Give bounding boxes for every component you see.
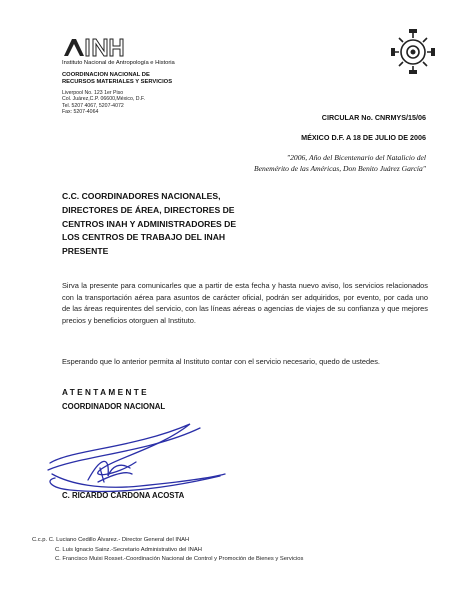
department-name: COORDINACION NACIONAL DE RECURSOS MATERIALES Y SERVICIOS [62, 72, 173, 85]
letterhead-address: Liverpool No. 123 1er Piso Col. Juárez,C.P. 06600,México, D.F. Tel. 5207 4067, 5207-4072 Fax: 5207-4064 [62, 90, 145, 116]
signer-title: COORDINADOR NACIONAL [62, 402, 166, 411]
letter-date: MÉXICO D.F. A 18 DE JULIO DE 2006 [301, 133, 426, 142]
institute-name: Instituto Nacional de Antropología e Historia [62, 60, 175, 66]
signer-name: C. RICARDO CARDONA ACOSTA [62, 491, 185, 500]
handwritten-signature [40, 418, 240, 498]
inah-logo [62, 36, 142, 58]
closing-salutation: ATENTAMENTE [62, 388, 150, 397]
circular-number: CIRCULAR No. CNRMYS/15/06 [321, 113, 426, 122]
body-paragraph-1: Sirva la presente para comunicarles que a partir de esta fecha y hasta nuevo aviso, los servicios relacionados con la transportación aérea para asuntos de carácter oficial, podrán ser adquiridos, por evento, por cada uno de las áreas requirentes del servicio, con las líneas aéreas o agencias de viajes de su confianza y que mejores precios y beneficios otorguen al Instituto. [62, 281, 428, 325]
carbon-copy-list: C.c.p. C. Luciano Cedillo Álvarez.- Director General del INAH C. Luis Ignacio Sainz.-Secretario Administrativo del INAH C. Francisco Muixi Rosset.-Coordinación Nacional de Control y Promoción de Bienes y Servicios [32, 537, 304, 562]
emblem-icon [390, 28, 436, 74]
addressee-block: C.C. COORDINADORES NACIONALES, DIRECTORES DE ÁREA, DIRECTORES DE CENTROS INAH Y ADMINISTRADORES DE LOS CENTROS DE TRABAJO DEL INAH PRESENTE [62, 191, 237, 257]
year-motto: "2006, Año del Bicentenario del Natalicio del Benemérito de las Américas, Don Benito Juárez García" [253, 153, 426, 173]
body-paragraph-2: Esperando que lo anterior permita al Instituto contar con el servicio necesario, quedo de ustedes. [62, 357, 380, 366]
